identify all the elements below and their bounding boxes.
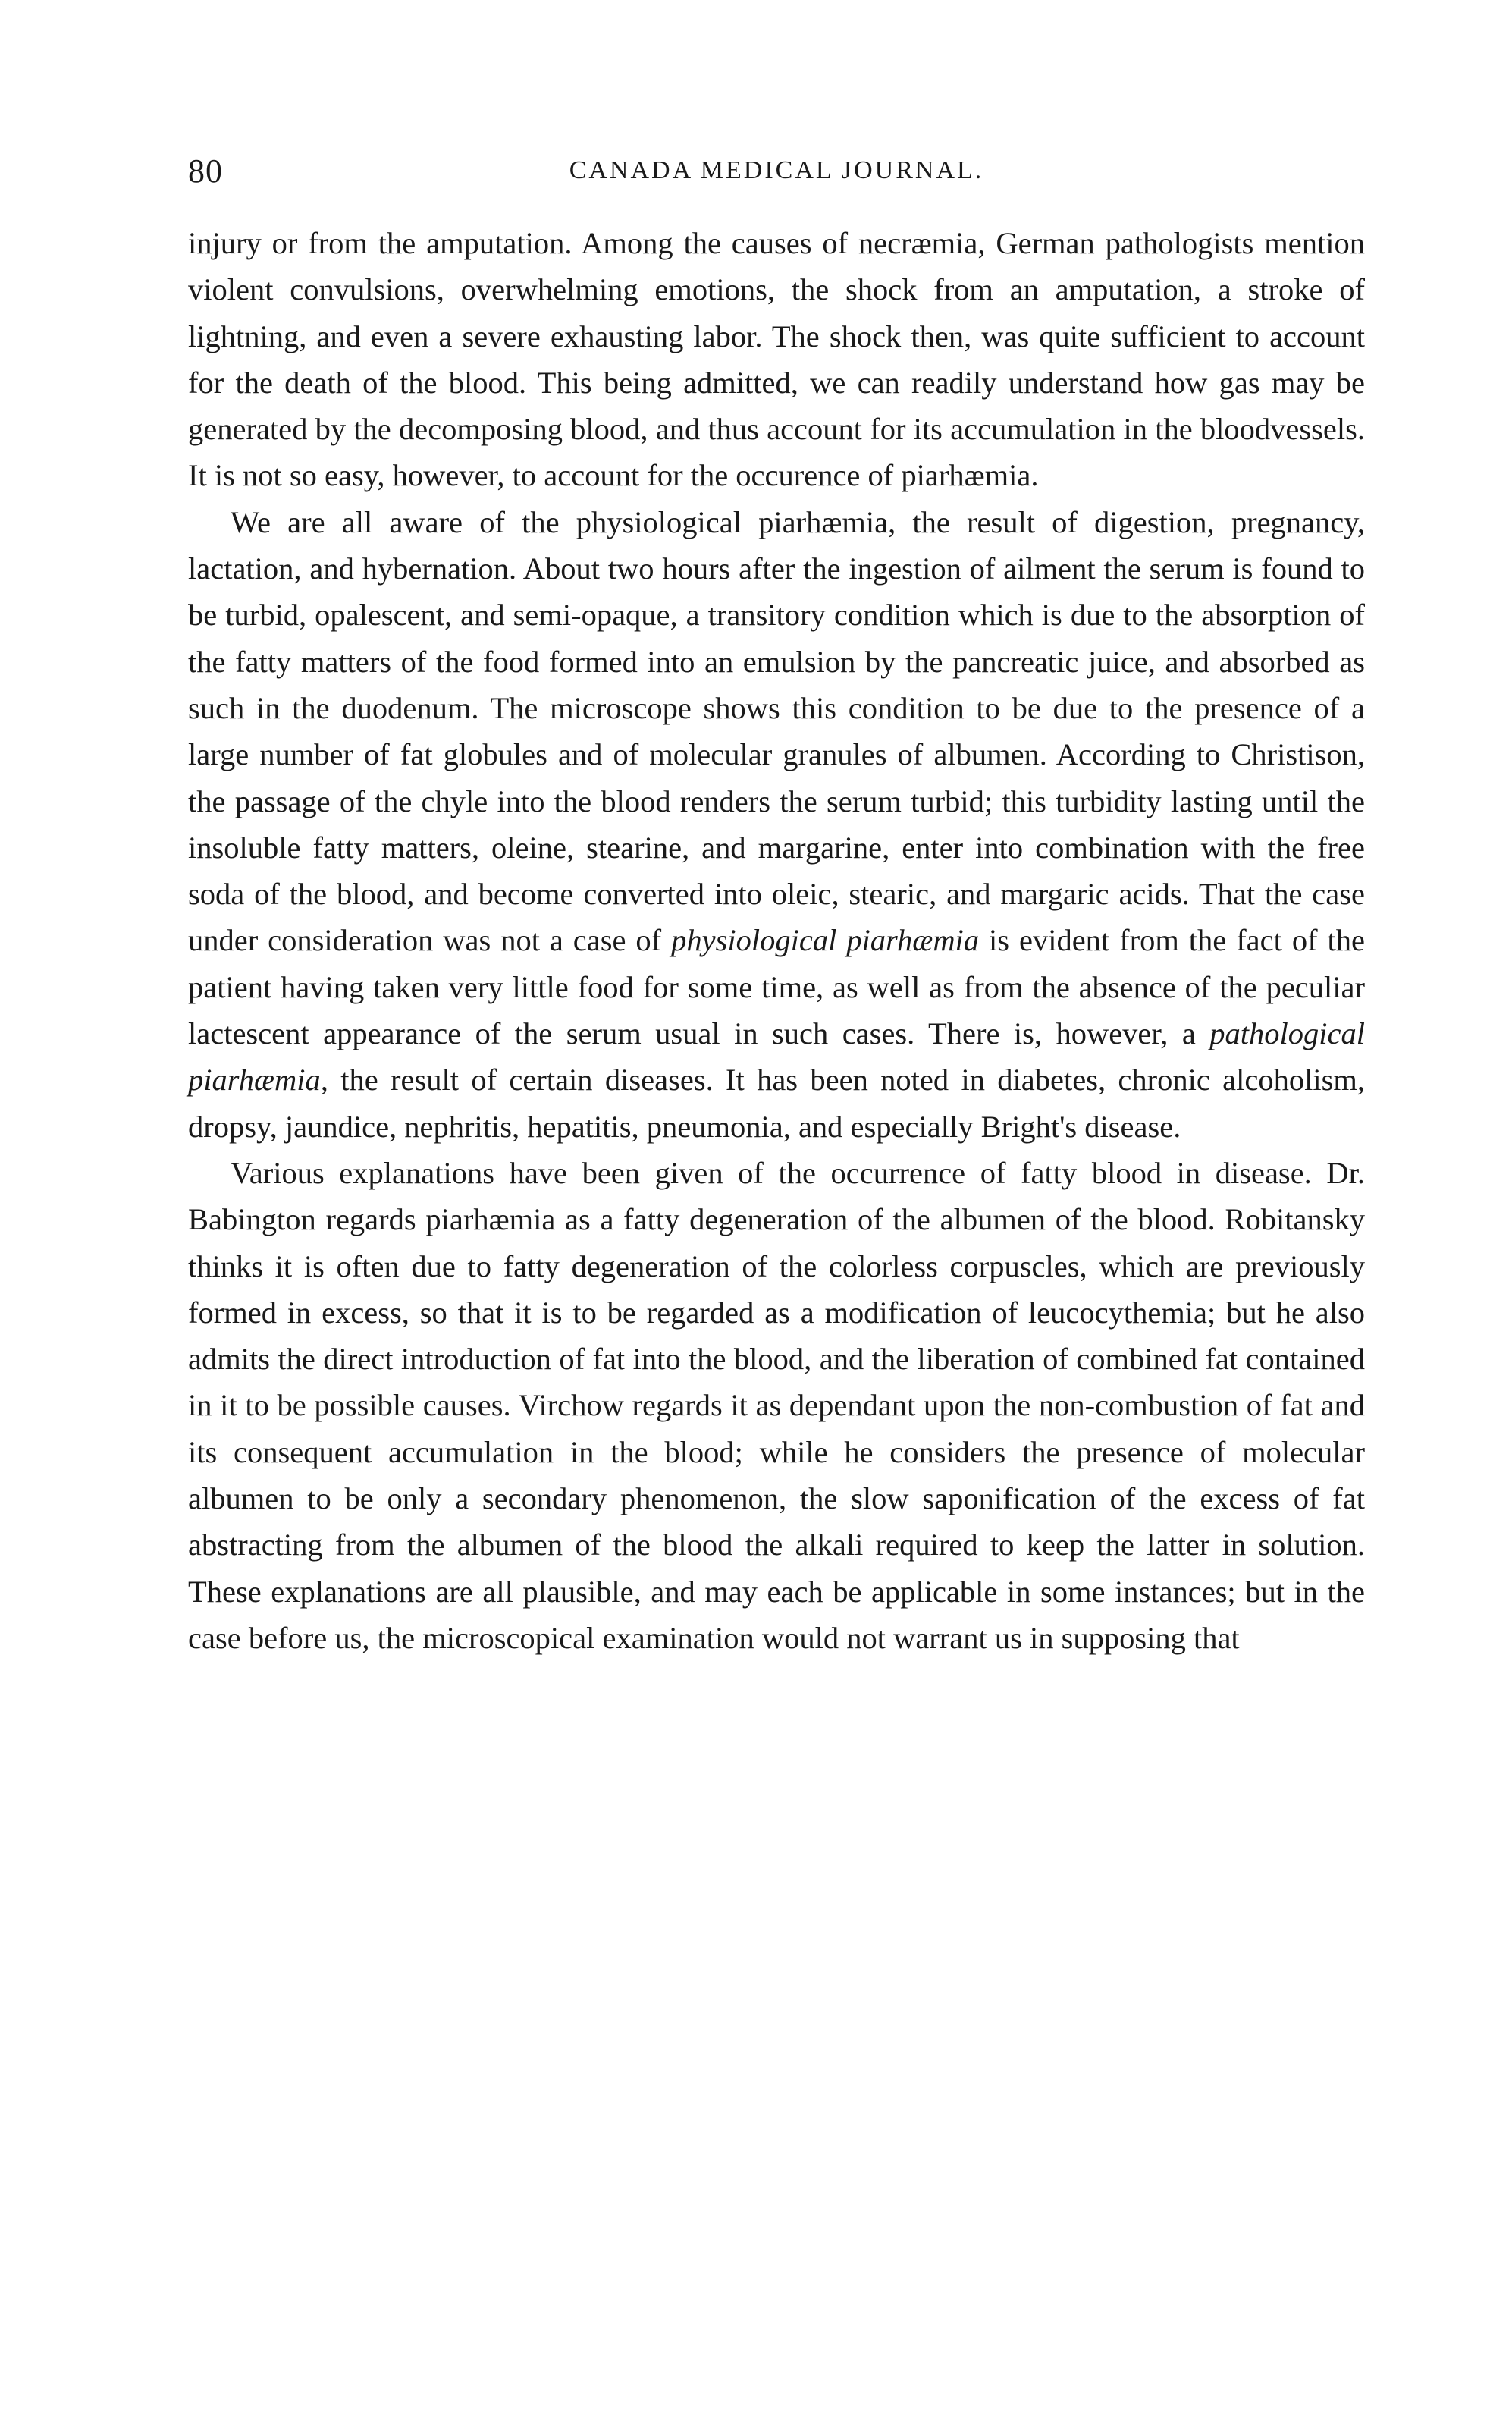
- paragraph-2-text-b: is evident from the fact of the patient having taken very little food for some time, as well as from the absence of the peculiar lactescent appearance of the serum usual in such cases. There is, however, a: [188, 923, 1365, 1051]
- italic-physiological-piarhaemia: physiological piarhæmia: [671, 923, 980, 958]
- italic-pathological-piarhaemia: pathological piarhæmia,: [188, 1016, 1365, 1098]
- paragraph-3-text: Various explanations have been given of the occurrence of fatty blood in disease. Dr. Babington regards piarhæmia as a fatty degeneration of the albumen of the blood. Robitansky thinks it is often due to fatty degeneration of the colorless corpuscles, which are previously formed in excess, so that it is to be regarded as a modification of leucocythemia; but he also admits the direct introduction of fat into the blood, and the liberation of combined fat contained in it to be possible causes. Virchow regards it as dependant upon the non-combustion of fat and its consequent accumulation in the blood; while he considers the presence of molecular albumen to be only a secondary phenomenon, the slow saponification of the excess of fat abstracting from the albumen of the blood the alkali required to keep the latter in solution. These explanations are all plausible, and may each be applicable in some instances; but in the case before us, the microscopical examination would not warrant us in supposing that: [188, 1155, 1365, 1655]
- paragraph-2: [188, 499, 1365, 1150]
- page-number: 80: [188, 152, 223, 190]
- paragraph-2-text-a: We are all aware of the physiological piarhæmia, the result of digestion, pregnancy, lactation, and hybernation. About two hours after the ingestion of ailment the serum is found to be turbid, opalescent, and semi-opaque, a transitory condition which is due to the absorption of the fatty matters of the food formed into an emulsion by the pancreatic juice, and absorbed as such in the duodenum. The microscope shows this condition to be due to the presence of a large number of fat globules and of molecular granules of albumen. According to Christison, the passage of the chyle into the blood renders the serum turbid; this turbidity lasting until the insoluble fatty matters, oleine, stearine, and margarine, enter into combination with the free soda of the blood, and become converted into oleic, stearic, and margaric acids. That the case under consideration was not a case of: [188, 504, 1365, 958]
- journal-title: CANADA MEDICAL JOURNAL.: [569, 156, 984, 184]
- journal-page: [188, 152, 1365, 1661]
- paragraph-1: [188, 220, 1365, 499]
- paragraph-1-text: injury or from the amputation. Among the causes of necræmia, German pathologists mention violent convulsions, overwhelming emotions, the shock from an amputation, a stroke of lightning, and even a severe exhausting labor. The shock then, was quite sufficient to account for the death of the blood. This being admitted, we can readily understand how gas may be generated by the decomposing blood, and thus account for its accumulation in the bloodvessels. It is not so easy, however, to account for the occurence of piarhæmia.: [188, 226, 1365, 493]
- running-head: [188, 152, 1365, 205]
- body-text: [188, 220, 1365, 1661]
- paragraph-2-text-c: the result of certain diseases. It has been noted in diabetes, chronic alcoholism, dropsy, jaundice, nephritis, hepatitis, pneumonia, and especially Bright's disease.: [188, 1063, 1365, 1144]
- paragraph-3: [188, 1150, 1365, 1661]
